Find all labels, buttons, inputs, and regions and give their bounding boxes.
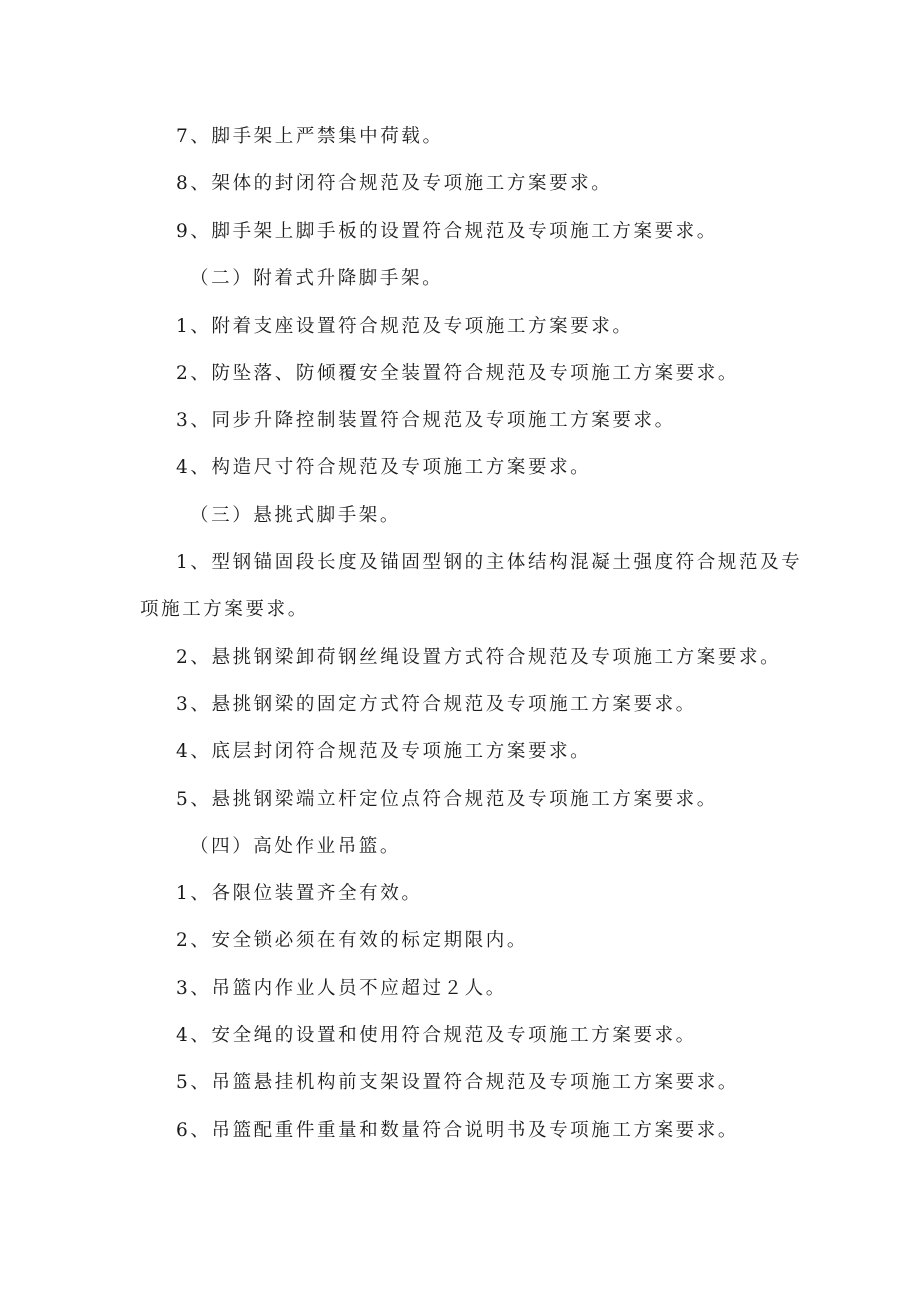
- paragraph-line: 5、吊篮悬挂机构前支架设置符合规范及专项施工方案要求。: [176, 1072, 739, 1093]
- section-heading: （四）高处作业吊篮。: [190, 836, 402, 857]
- paragraph-line: 1、型钢锚固段长度及锚固型钢的主体结构混凝土强度符合规范及专: [176, 552, 803, 573]
- section-heading: （三）悬挑式脚手架。: [190, 505, 402, 526]
- paragraph-line: 2、悬挑钢梁卸荷钢丝绳设置方式符合规范及专项施工方案要求。: [176, 647, 782, 668]
- paragraph-line-continuation: 项施工方案要求。: [140, 599, 309, 620]
- paragraph-line: 2、防坠落、防倾覆安全装置符合规范及专项施工方案要求。: [176, 363, 739, 384]
- paragraph-line: 1、附着支座设置符合规范及专项施工方案要求。: [176, 316, 634, 337]
- paragraph-line: 9、脚手架上脚手板的设置符合规范及专项施工方案要求。: [176, 221, 718, 242]
- paragraph-line: 8、架体的封闭符合规范及专项施工方案要求。: [176, 173, 613, 194]
- paragraph-line: 7、脚手架上严禁集中荷载。: [176, 126, 444, 147]
- section-heading: （二）附着式升降脚手架。: [190, 268, 444, 289]
- paragraph-line: 3、吊篮内作业人员不应超过２人。: [176, 978, 507, 999]
- paragraph-line: 4、底层封闭符合规范及专项施工方案要求。: [176, 741, 592, 762]
- paragraph-line: 4、安全绳的设置和使用符合规范及专项施工方案要求。: [176, 1025, 697, 1046]
- paragraph-line: 3、同步升降控制装置符合规范及专项施工方案要求。: [176, 410, 676, 431]
- paragraph-line: 5、悬挑钢梁端立杆定位点符合规范及专项施工方案要求。: [176, 789, 718, 810]
- paragraph-line: 4、构造尺寸符合规范及专项施工方案要求。: [176, 457, 592, 478]
- paragraph-line: 2、安全锁必须在有效的标定期限内。: [176, 930, 528, 951]
- paragraph-line: 3、悬挑钢梁的固定方式符合规范及专项施工方案要求。: [176, 694, 697, 715]
- paragraph-line: 6、吊篮配重件重量和数量符合说明书及专项施工方案要求。: [176, 1120, 739, 1141]
- paragraph-line: 1、各限位装置齐全有效。: [176, 883, 423, 904]
